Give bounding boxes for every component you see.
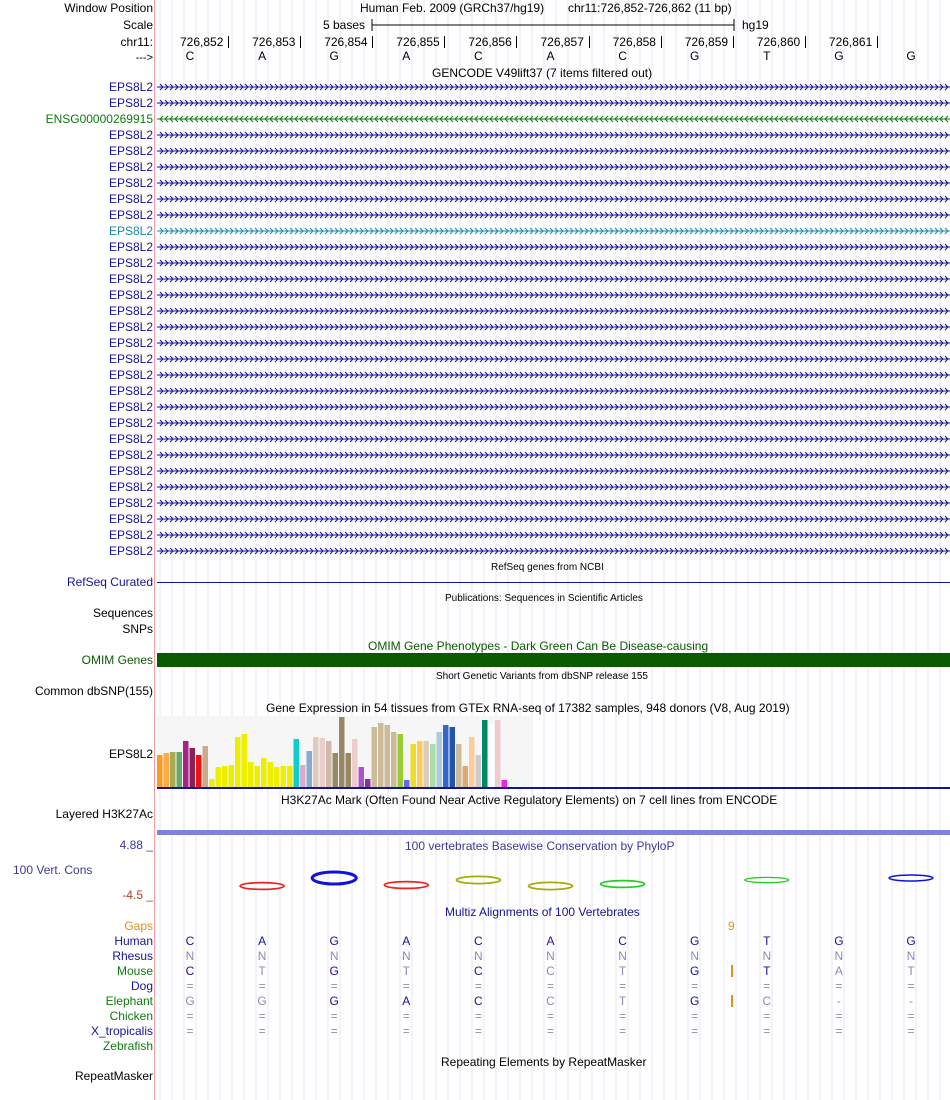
- gencode-row-label[interactable]: EPS8L2: [108, 208, 153, 222]
- multiz-base: N: [906, 949, 916, 963]
- ruler-tick-label: 726,858: [612, 35, 656, 49]
- multiz-base: G: [257, 994, 267, 1008]
- conservation-logo-glyph: [745, 877, 789, 882]
- multiz-base: A: [258, 934, 267, 948]
- refseq-feature[interactable]: [157, 582, 950, 583]
- ruler-tick-label: 726,853: [252, 35, 296, 49]
- multiz-species-label[interactable]: Human: [114, 934, 153, 948]
- multiz-base: =: [402, 979, 410, 993]
- multiz-base: G: [906, 934, 916, 948]
- multiz-base: N: [618, 949, 627, 963]
- multiz-base: C: [546, 994, 555, 1008]
- multiz-base: =: [402, 1009, 410, 1023]
- multiz-base: =: [186, 1009, 194, 1023]
- gencode-feature[interactable]: [157, 482, 950, 492]
- phylop-logo[interactable]: [157, 858, 950, 894]
- multiz-base: =: [763, 979, 771, 993]
- multiz-base: N: [474, 949, 483, 963]
- multiz-base: C: [618, 934, 627, 948]
- multiz-base: =: [835, 1024, 843, 1038]
- gencode-feature[interactable]: [157, 162, 950, 172]
- insertion-marker: [731, 995, 733, 1007]
- dbsnp-title: Short Genetic Variants from dbSNP release 155: [436, 671, 648, 682]
- gencode-feature[interactable]: [157, 514, 950, 524]
- gencode-feature[interactable]: [157, 450, 950, 460]
- h3k27ac-signal[interactable]: [157, 830, 950, 835]
- gencode-row-label[interactable]: EPS8L2: [108, 240, 153, 254]
- conservation-logo-glyph: [240, 883, 284, 890]
- gtex-tissue-bar: [417, 741, 423, 787]
- multiz-species-label[interactable]: X_tropicalis: [90, 1024, 153, 1038]
- ruler-tick-label: 726,861: [828, 35, 873, 49]
- ruler-tick-mark: [589, 36, 590, 48]
- conservation-logo-glyph: [529, 882, 573, 889]
- multiz-base: N: [401, 949, 411, 963]
- multiz-base: T: [618, 994, 627, 1008]
- gencode-row-label[interactable]: EPS8L2: [108, 96, 153, 110]
- gencode-row-label[interactable]: EPS8L2: [108, 176, 153, 190]
- multiz-base: T: [258, 964, 266, 978]
- multiz-base: G: [834, 934, 844, 948]
- multiz-base: =: [330, 1024, 338, 1038]
- multiz-base: =: [907, 1024, 915, 1038]
- multiz-base: =: [546, 1024, 554, 1038]
- gtex-tissue-bar: [463, 766, 469, 787]
- multiz-species-label[interactable]: Rhesus: [112, 949, 153, 963]
- scale-bar: [370, 17, 736, 33]
- gencode-row-label[interactable]: EPS8L2: [108, 224, 153, 238]
- gtex-tissue-bar: [352, 739, 358, 787]
- ruler-tick-label: 726,857: [540, 35, 584, 49]
- gtex-tissue-bar: [359, 767, 365, 787]
- ruler-base: G: [690, 49, 700, 63]
- conservation-logo-glyph: [384, 882, 428, 889]
- multiz-species-label[interactable]: Elephant: [105, 994, 153, 1008]
- ruler-tick-mark: [372, 36, 373, 48]
- multiz-base: =: [619, 1009, 627, 1023]
- omim-title: OMIM Gene Phenotypes - Dark Green Can Be Disease-causing: [368, 639, 709, 653]
- gtex-tissue-bar: [274, 767, 280, 787]
- gencode-feature[interactable]: [157, 386, 950, 396]
- ruler-base: C: [185, 49, 195, 63]
- omim-feature[interactable]: [157, 653, 950, 667]
- gtex-tissue-bar: [294, 739, 300, 787]
- ruler-base: A: [402, 49, 411, 63]
- multiz-base: A: [402, 994, 411, 1008]
- ruler-tick-mark: [733, 36, 734, 48]
- multiz-base: =: [835, 1009, 843, 1023]
- gencode-feature[interactable]: [157, 290, 950, 300]
- multiz-base: =: [691, 1024, 699, 1038]
- multiz-base: =: [763, 1009, 771, 1023]
- gtex-tissue-bar: [229, 765, 235, 787]
- h3k27ac-label[interactable]: Layered H3K27Ac: [55, 807, 153, 821]
- gtex-tissue-bar: [346, 753, 352, 787]
- conservation-logo-glyph: [601, 881, 645, 888]
- gencode-row-label[interactable]: EPS8L2: [108, 256, 153, 270]
- gencode-feature[interactable]: [157, 546, 950, 556]
- gencode-feature[interactable]: [157, 194, 950, 204]
- gtex-label[interactable]: EPS8L2: [108, 747, 153, 761]
- gtex-tissue-bar: [196, 755, 202, 787]
- multiz-base: T: [907, 964, 915, 978]
- gencode-row-label[interactable]: EPS8L2: [108, 272, 153, 286]
- ruler-tick-label: 726,856: [468, 35, 512, 49]
- gtex-tissue-bar: [190, 748, 196, 787]
- multiz-base: T: [763, 964, 771, 978]
- gtex-tissue-bar: [326, 741, 332, 787]
- gtex-tissue-bar: [482, 720, 488, 787]
- gtex-tissue-bar: [300, 765, 306, 787]
- multiz-base: G: [185, 994, 195, 1008]
- position-readout: chr11:726,852-726,862 (11 bp): [568, 1, 732, 15]
- gencode-feature[interactable]: [157, 258, 950, 268]
- gtex-bars[interactable]: [157, 716, 950, 790]
- multiz-base: N: [834, 949, 844, 963]
- chrom-label: chr11:: [120, 35, 153, 49]
- ruler-tick-mark: [300, 36, 301, 48]
- gencode-feature[interactable]: [157, 402, 950, 412]
- gencode-feature[interactable]: [157, 338, 950, 348]
- db-label: hg19: [742, 18, 769, 32]
- ruler-tick-label: 726,855: [396, 35, 440, 49]
- gtex-tissue-bar: [170, 752, 176, 787]
- gencode-row-label[interactable]: EPS8L2: [108, 336, 153, 350]
- gtex-tissue-bar: [398, 734, 404, 787]
- multiz-base: =: [402, 1024, 410, 1038]
- gencode-row-label[interactable]: EPS8L2: [108, 400, 153, 414]
- label-separator[interactable]: [154, 0, 155, 1100]
- gencode-feature[interactable]: [157, 418, 950, 428]
- gencode-row-label[interactable]: EPS8L2: [108, 384, 153, 398]
- multiz-base: =: [258, 1009, 266, 1023]
- gtex-tissue-bar: [222, 766, 228, 787]
- gtex-tissue-bar: [203, 746, 209, 787]
- ruler-tick-label: 726,852: [180, 35, 224, 49]
- multiz-base: C: [762, 994, 772, 1008]
- assembly-title: Human Feb. 2009 (GRCh37/hg19): [360, 1, 545, 15]
- ruler-tick-label: 726,859: [684, 35, 729, 49]
- gencode-feature[interactable]: [157, 82, 950, 92]
- h3k27ac-title: H3K27Ac Mark (Often Found Near Active Regulatory Elements) on 7 cell lines from ENCODE: [281, 793, 778, 807]
- gtex-tissue-bar: [450, 727, 456, 787]
- gtex-tissue-bar: [209, 779, 215, 787]
- ruler-tick-mark: [877, 36, 878, 48]
- gtex-tissue-bar: [411, 744, 417, 787]
- gtex-tissue-bar: [437, 732, 443, 787]
- gtex-tissue-bar: [261, 758, 267, 787]
- gencode-feature[interactable]: [157, 210, 950, 220]
- gtex-tissue-bar: [268, 762, 274, 787]
- ruler-base: A: [258, 49, 267, 63]
- gencode-feature[interactable]: [157, 354, 950, 364]
- ruler-tick-label: 726,860: [756, 35, 801, 49]
- phylop-label[interactable]: 100 Vert. Cons: [13, 863, 93, 877]
- gtex-tissue-bar: [281, 766, 287, 787]
- multiz-base: C: [185, 964, 195, 978]
- gtex-tissue-bar: [443, 725, 449, 787]
- ruler-base: G: [906, 49, 916, 63]
- multiz-base: =: [691, 979, 699, 993]
- multiz-base: =: [330, 1009, 338, 1023]
- multiz-base: N: [690, 949, 700, 963]
- gencode-row-label[interactable]: EPS8L2: [108, 128, 153, 142]
- gencode-row-label[interactable]: EPS8L2: [108, 544, 153, 558]
- multiz-species-label[interactable]: Mouse: [116, 964, 153, 978]
- multiz-base: =: [186, 979, 194, 993]
- gtex-tissue-bar: [255, 766, 261, 787]
- gtex-tissue-bar: [469, 737, 475, 787]
- gencode-row-label[interactable]: EPS8L2: [108, 320, 153, 334]
- gencode-feature[interactable]: [157, 274, 950, 284]
- gencode-row-label[interactable]: EPS8L2: [108, 496, 153, 510]
- gtex-tissue-bar: [235, 737, 241, 787]
- gaps-value: 9: [728, 919, 735, 933]
- gencode-row-label[interactable]: EPS8L2: [108, 368, 153, 382]
- gtex-tissue-bar: [307, 751, 313, 787]
- ruler-base: T: [763, 49, 771, 63]
- gtex-tissue-bar: [248, 762, 254, 787]
- conservation-logo-glyph: [312, 872, 356, 884]
- refseq-title: RefSeq genes from NCBI: [491, 562, 604, 573]
- gtex-tissue-bar: [177, 752, 183, 787]
- gencode-feature[interactable]: [157, 178, 950, 188]
- gtex-tissue-bar: [365, 779, 371, 787]
- gencode-feature[interactable]: [157, 530, 950, 540]
- multiz-base: G: [329, 934, 339, 948]
- multiz-base: C: [474, 964, 483, 978]
- multiz-base: N: [185, 949, 195, 963]
- dbsnp-label[interactable]: Common dbSNP(155): [34, 684, 153, 698]
- gencode-row-label[interactable]: EPS8L2: [108, 80, 153, 94]
- gencode-feature[interactable]: [157, 146, 950, 156]
- ruler-base: C: [474, 49, 483, 63]
- gtex-tissue-bar: [372, 727, 378, 787]
- multiz-species-label[interactable]: Chicken: [109, 1009, 153, 1023]
- gtex-tissue-bar: [495, 720, 501, 787]
- gtex-tissue-bar: [313, 737, 319, 787]
- phylop-title: 100 vertebrates Basewise Conservation by PhyloP: [405, 839, 675, 853]
- gencode-row-label[interactable]: EPS8L2: [108, 432, 153, 446]
- multiz-base: =: [258, 1024, 266, 1038]
- gtex-tissue-bar: [333, 753, 339, 787]
- multiz-base: N: [257, 949, 267, 963]
- multiz-base: =: [330, 979, 338, 993]
- gencode-feature[interactable]: [157, 370, 950, 380]
- gtex-tissue-bar: [378, 723, 384, 787]
- gencode-row-label[interactable]: EPS8L2: [108, 480, 153, 494]
- multiz-base: A: [546, 934, 555, 948]
- gtex-tissue-bar: [385, 725, 391, 787]
- multiz-base: =: [763, 1024, 771, 1038]
- ruler-tick-mark: [661, 36, 662, 48]
- gtex-tissue-bar: [489, 724, 495, 787]
- ruler-tick-mark: [516, 36, 517, 48]
- gencode-feature[interactable]: [157, 434, 950, 444]
- gencode-row-label[interactable]: EPS8L2: [108, 288, 153, 302]
- multiz-base: N: [762, 949, 772, 963]
- pubs-title: Publications: Sequences in Scientific Articles: [445, 593, 643, 604]
- gtex-tissue-bar: [502, 780, 508, 787]
- gencode-feature[interactable]: [157, 226, 950, 236]
- gencode-row-label[interactable]: EPS8L2: [108, 416, 153, 430]
- gencode-row-label[interactable]: EPS8L2: [108, 512, 153, 526]
- multiz-title: Multiz Alignments of 100 Vertebrates: [445, 905, 640, 919]
- multiz-base: =: [546, 1009, 554, 1023]
- gencode-feature[interactable]: [157, 98, 950, 108]
- scale-text: 5 bases: [323, 18, 366, 32]
- conservation-logo-glyph: [456, 876, 500, 883]
- multiz-base: C: [474, 994, 483, 1008]
- ruler-base: G: [329, 49, 339, 63]
- ruler-base: G: [834, 49, 844, 63]
- multiz-base: =: [474, 1009, 482, 1023]
- multiz-base: T: [763, 934, 771, 948]
- multiz-base: T: [618, 964, 627, 978]
- gencode-feature[interactable]: [157, 466, 950, 476]
- gtex-tissue-bar: [320, 738, 326, 787]
- pubs-snps-label[interactable]: SNPs: [122, 622, 153, 636]
- gtex-tissue-bar: [430, 744, 436, 787]
- gencode-feature[interactable]: [157, 306, 950, 316]
- ruler-tick-label: 726,854: [324, 35, 368, 49]
- gencode-row-label[interactable]: EPS8L2: [108, 352, 153, 366]
- ruler-tick-mark: [805, 36, 806, 48]
- omim-label[interactable]: OMIM Genes: [81, 653, 153, 667]
- multiz-base: =: [691, 1009, 699, 1023]
- multiz-base: G: [329, 964, 339, 978]
- multiz-base: =: [907, 1009, 915, 1023]
- ruler-tick-mark: [228, 36, 229, 48]
- gtex-title: Gene Expression in 54 tissues from GTEx RNA-seq of 17382 samples, 948 donors (V8, Aug 2019): [266, 701, 790, 715]
- multiz-base: G: [329, 994, 339, 1008]
- gencode-feature[interactable]: [157, 130, 950, 140]
- gtex-tissue-bar: [391, 732, 397, 787]
- multiz-base: A: [402, 934, 411, 948]
- gencode-row-label[interactable]: EPS8L2: [108, 448, 153, 462]
- multiz-species-label[interactable]: Zebrafish: [102, 1039, 153, 1053]
- multiz-base: -: [836, 994, 841, 1008]
- gencode-title: GENCODE V49lift37 (7 items filtered out): [432, 66, 653, 80]
- multiz-base: G: [690, 964, 700, 978]
- gtex-tissue-bar: [476, 755, 482, 787]
- gtex-tissue-bar: [404, 780, 410, 787]
- multiz-base: G: [690, 994, 700, 1008]
- strand-label: --->: [135, 52, 153, 64]
- gtex-tissue-bar: [242, 734, 248, 787]
- multiz-base: C: [546, 964, 555, 978]
- multiz-base: -: [909, 994, 913, 1008]
- insertion-marker: [731, 965, 733, 977]
- refseq-label[interactable]: RefSeq Curated: [66, 575, 153, 589]
- repeatmasker-title: Repeating Elements by RepeatMasker: [441, 1055, 647, 1069]
- gencode-row-label[interactable]: EPS8L2: [108, 304, 153, 318]
- repeatmasker-label[interactable]: RepeatMasker: [74, 1069, 153, 1083]
- gencode-feature[interactable]: [157, 114, 950, 124]
- conservation-logo-glyph: [889, 875, 933, 881]
- gencode-row-label[interactable]: EPS8L2: [108, 528, 153, 542]
- multiz-base: =: [546, 979, 554, 993]
- multiz-base: =: [186, 1024, 194, 1038]
- ruler-base: C: [618, 49, 627, 63]
- phylop-max: 4.88 _: [119, 838, 153, 852]
- gencode-row-label[interactable]: EPS8L2: [108, 160, 153, 174]
- gencode-feature[interactable]: [157, 242, 950, 252]
- gtex-tissue-bar: [339, 717, 345, 787]
- gtex-tissue-bar: [216, 767, 222, 787]
- window-position-label: Window Position: [64, 1, 153, 15]
- multiz-base: =: [258, 979, 266, 993]
- multiz-base: N: [329, 949, 339, 963]
- ruler-tick-mark: [444, 36, 445, 48]
- gtex-tissue-bar: [424, 741, 430, 787]
- multiz-base: =: [474, 979, 482, 993]
- gencode-row-label[interactable]: EPS8L2: [108, 464, 153, 478]
- ruler-base: A: [546, 49, 555, 63]
- gencode-feature[interactable]: [157, 322, 950, 332]
- gencode-row-label[interactable]: EPS8L2: [108, 192, 153, 206]
- multiz-base: C: [474, 934, 483, 948]
- multiz-base: N: [546, 949, 555, 963]
- multiz-base: =: [619, 1024, 627, 1038]
- multiz-base: T: [402, 964, 410, 978]
- gtex-tissue-bar: [456, 744, 462, 787]
- multiz-base: =: [474, 1024, 482, 1038]
- multiz-base: =: [907, 979, 915, 993]
- gtex-tissue-bar: [183, 741, 189, 787]
- gaps-label: Gaps: [124, 919, 153, 933]
- gencode-row-label[interactable]: ENSG00000269915: [45, 112, 153, 126]
- multiz-base: G: [690, 934, 700, 948]
- multiz-species-label[interactable]: Dog: [130, 979, 153, 993]
- pubs-sequences-label[interactable]: Sequences: [92, 606, 153, 620]
- multiz-base: A: [834, 964, 843, 978]
- scale-label: Scale: [122, 18, 153, 32]
- multiz-base: =: [835, 979, 843, 993]
- gtex-tissue-bar: [287, 766, 293, 787]
- gencode-row-label[interactable]: EPS8L2: [108, 144, 153, 158]
- multiz-base: C: [185, 934, 195, 948]
- phylop-min: -4.5 _: [122, 888, 153, 902]
- gtex-tissue-bar: [157, 755, 163, 787]
- multiz-base: =: [619, 979, 627, 993]
- gencode-feature[interactable]: [157, 498, 950, 508]
- gtex-tissue-bar: [164, 753, 170, 787]
